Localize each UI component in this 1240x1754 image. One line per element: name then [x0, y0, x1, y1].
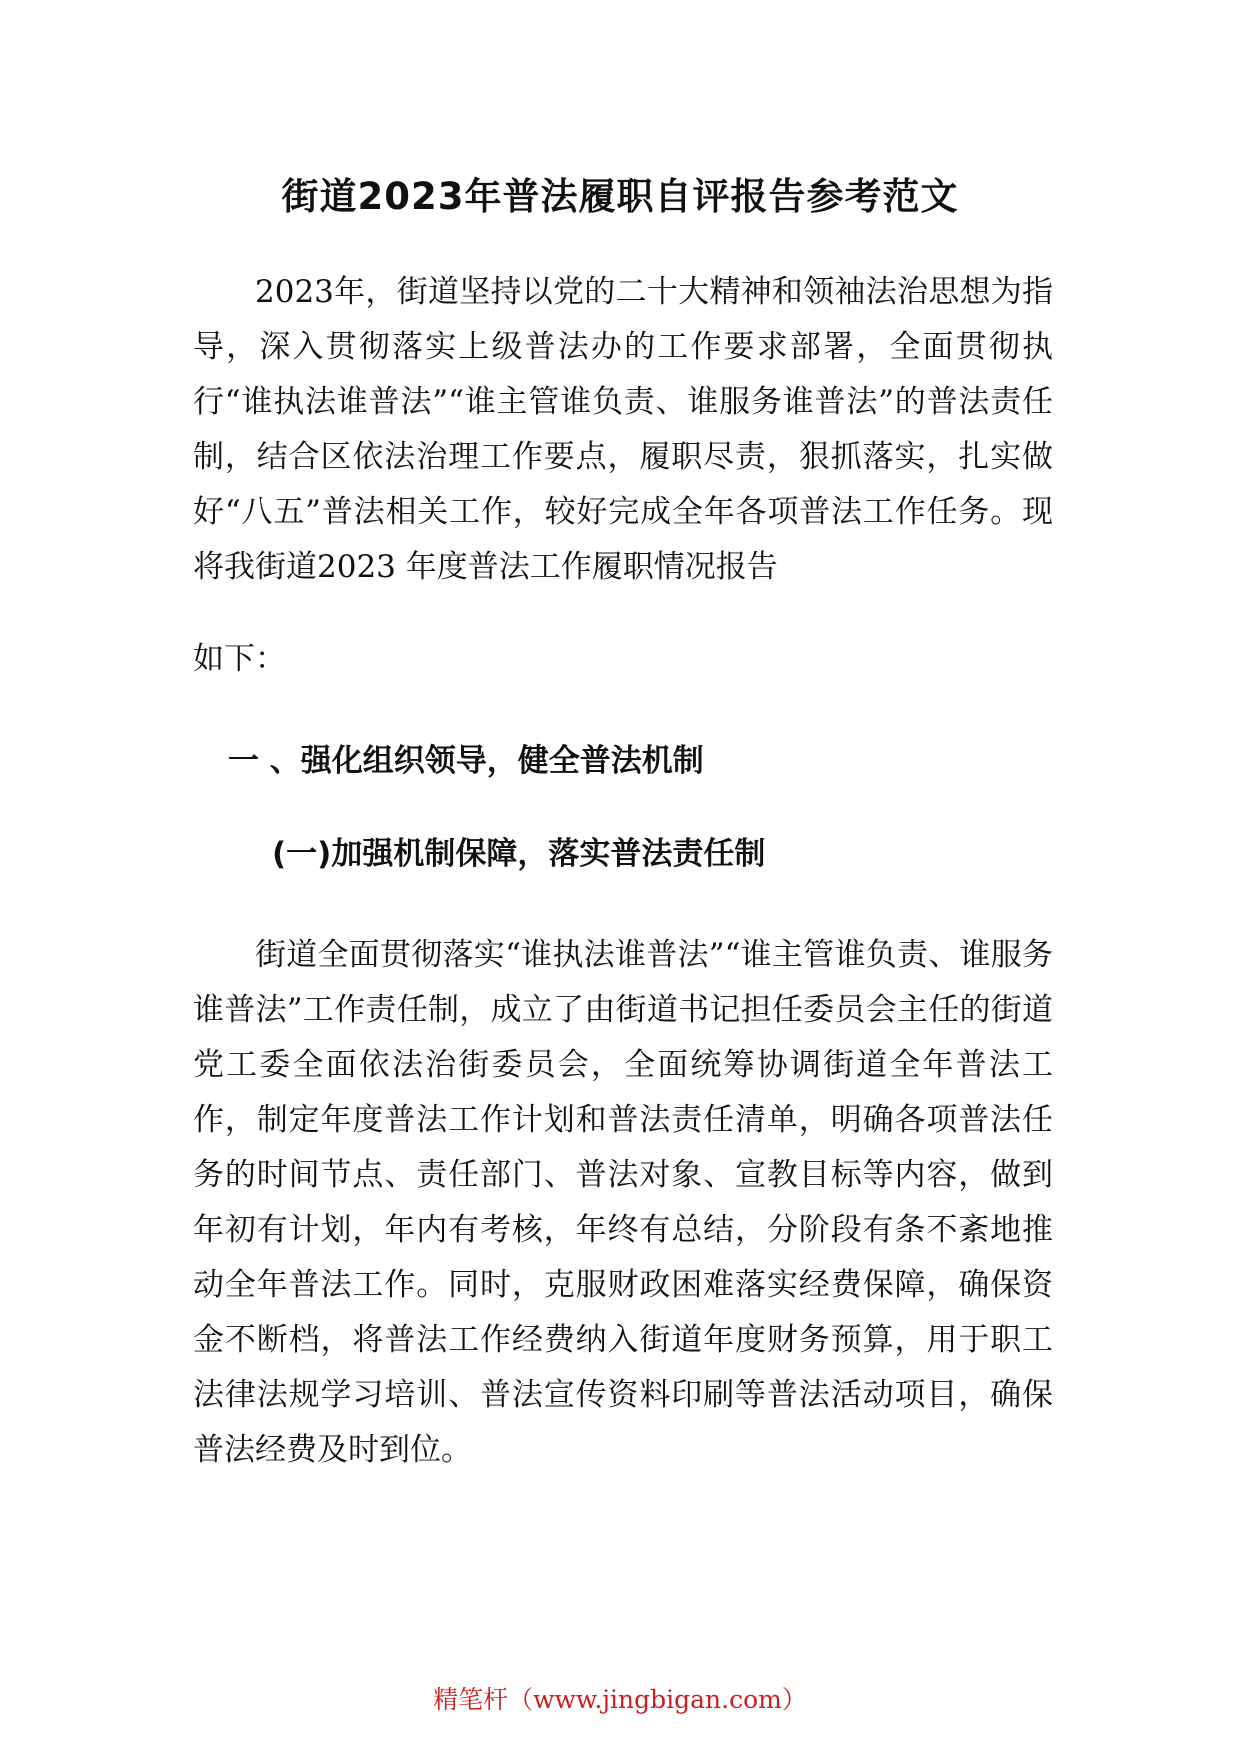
subsection-heading-1: (一)加强机制保障，落实普法责任制 [272, 836, 766, 872]
subsection-paragraph-1: 街道全面贯彻落实“谁执法谁普法”“谁主管谁负责、谁服务谁普法”工作责任制，成立了由街道书记担任委员会主任的街道党工委全面依法治街委员会，全面统筹协调街道全年普法工作，制定年度普法工作计划和普法责任清单，明确各项普法任务的时间节点、责任部门、普法对象、宣教目标等内容，做到年初有计划，年内有考核，年终有总结，分阶段有条不紊地推动全年普法工作。同时，克服财政困难落实经费保障，确保资金不断档，将普法工作经费纳入街道年度财务预算，用于职工法律法规学习培训、普法宣传资料印刷等普法活动项目，确保普法经费及时到位。 [193, 937, 1053, 1468]
intro-paragraph: 2023年，街道坚持以党的二十大精神和领袖法治思想为指导，深入贯彻落实上级普法办的工作要求部署，全面贯彻执行“谁执法谁普法”“谁主管谁负责、谁服务谁普法”的普法责任制，结合区依法治理工作要点，履职尽责，狠抓落实，扎实做好“八五”普法相关工作，较好完成全年各项普法工作任务。现将我街道2023 年度普法工作履职情况报告 [193, 274, 1053, 585]
document-title: 街道2023年普法履职自评报告参考范文 [281, 175, 959, 218]
section-heading-1: 一 、强化组织领导，健全普法机制 [228, 743, 704, 779]
intro-continuation: 如下： [193, 641, 286, 677]
footer-watermark[interactable]: 精笔杆（www.jingbigan.com） [433, 1685, 807, 1714]
